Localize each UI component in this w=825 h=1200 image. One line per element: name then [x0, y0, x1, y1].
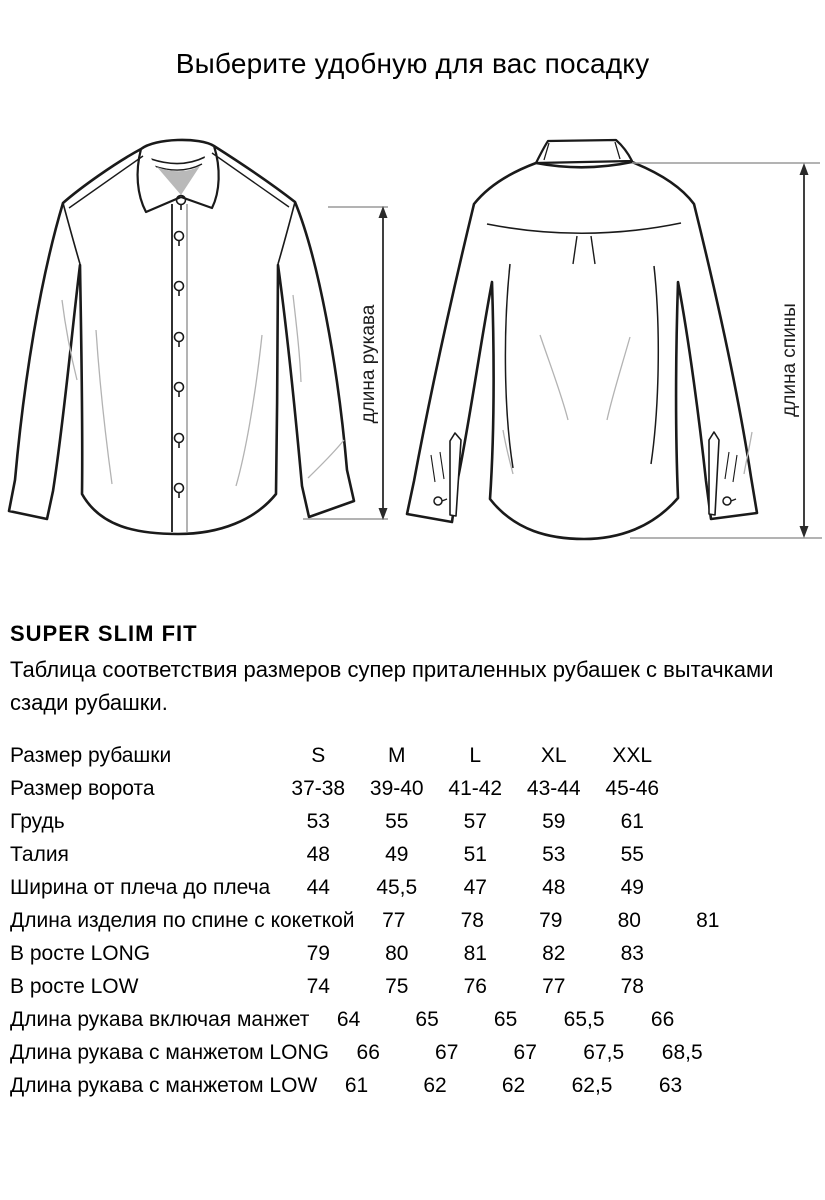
table-cell: XXL [612, 744, 653, 767]
table-row [10, 1003, 690, 1036]
table-cell: 55 [385, 810, 409, 833]
table-row [10, 739, 690, 772]
table-row [10, 871, 690, 904]
table-cell: 74 [306, 975, 330, 998]
table-cell: 67 [513, 1041, 537, 1064]
table-cell: 75 [385, 975, 409, 998]
table-cell: 43-44 [526, 777, 581, 800]
table-cell: 48 [542, 876, 566, 899]
table-cell: 39-40 [369, 777, 424, 800]
table-cell: 78 [620, 975, 644, 998]
table-cell: 78 [460, 909, 484, 932]
row-label: В росте LONG [10, 942, 151, 965]
row-label: Длина рукава с манжетом LONG [10, 1041, 329, 1064]
table-cell: 48 [306, 843, 330, 866]
table-cell: 65 [415, 1008, 439, 1031]
table-cell: 62 [423, 1074, 447, 1097]
page-title: Выберите удобную для вас посадку [175, 48, 650, 79]
table-cell: 37-38 [291, 777, 346, 800]
table-cell: 83 [620, 942, 644, 965]
table-cell: 67 [435, 1041, 459, 1064]
table-cell: 66 [650, 1008, 675, 1031]
row-label: Размер рубашки [10, 744, 172, 767]
table-cell: 41-42 [448, 777, 503, 800]
table-cell: 45-46 [605, 777, 660, 800]
table-cell: 79 [306, 942, 330, 965]
row-label: Талия [10, 843, 69, 866]
table-cell: 45,5 [376, 876, 418, 899]
table-row [10, 805, 690, 838]
table-row [10, 1069, 690, 1102]
table-cell: 44 [306, 876, 330, 899]
table-row [10, 937, 690, 970]
sleeve-length-label: длина рукава [358, 304, 380, 424]
row-label: Длина рукава включая манжет [10, 1008, 310, 1031]
table-cell: 79 [539, 909, 563, 932]
table-cell: 55 [620, 843, 644, 866]
table-cell: 81 [696, 909, 720, 932]
table-cell: 61 [620, 810, 644, 833]
table-cell: 53 [542, 843, 566, 866]
table-row [10, 970, 690, 1003]
table-cell: XL [540, 744, 567, 767]
row-label: Размер ворота [10, 777, 155, 800]
table-row [10, 904, 720, 937]
row-label: В росте LOW [10, 975, 139, 998]
table-cell: 77 [382, 909, 406, 932]
table-cell: 66 [356, 1041, 380, 1064]
row-label: Длина изделия по спине с кокеткой [10, 909, 355, 932]
table-cell: 49 [620, 876, 644, 899]
table-cell: 53 [306, 810, 330, 833]
table-cell: 62 [501, 1074, 526, 1097]
row-label: Грудь [10, 810, 65, 833]
table-row [10, 1036, 703, 1069]
table-cell: 62,5 [571, 1074, 613, 1097]
back-length-label: длина спины [779, 303, 801, 417]
table-cell: M [388, 744, 406, 767]
table-cell: 61 [344, 1074, 369, 1097]
table-cell: 80 [617, 909, 641, 932]
table-cell: 82 [542, 942, 566, 965]
shirt-back-drawing [407, 140, 757, 539]
table-cell: 80 [385, 942, 409, 965]
fit-heading: SUPER SLIM FIT [10, 621, 198, 646]
shirt-front-drawing [9, 140, 354, 534]
table-cell: 65 [493, 1008, 518, 1031]
table-row [10, 838, 690, 871]
row-label: Ширина от плеча до плеча [10, 876, 271, 899]
table-cell: 77 [542, 975, 566, 998]
table-cell: 76 [463, 975, 487, 998]
table-cell: 67,5 [583, 1041, 625, 1064]
table-cell: 63 [658, 1074, 683, 1097]
table-cell: 51 [463, 843, 487, 866]
size-table [10, 739, 720, 1102]
table-cell: 68,5 [661, 1041, 703, 1064]
table-cell: 59 [542, 810, 566, 833]
table-row [10, 772, 690, 805]
row-label: Длина рукава с манжетом LOW [10, 1074, 318, 1097]
table-cell: 81 [463, 942, 487, 965]
table-cell: 47 [463, 876, 487, 899]
table-cell: 49 [385, 843, 409, 866]
table-cell: 64 [336, 1008, 361, 1031]
table-cell: 57 [463, 810, 487, 833]
table-cell: L [469, 744, 482, 767]
table-cell: S [311, 744, 326, 767]
table-cell: 65,5 [563, 1008, 605, 1031]
fit-description: Таблица соответствия размеров супер приталенных рубашек с вытачками сзади рубашки. [10, 657, 774, 715]
